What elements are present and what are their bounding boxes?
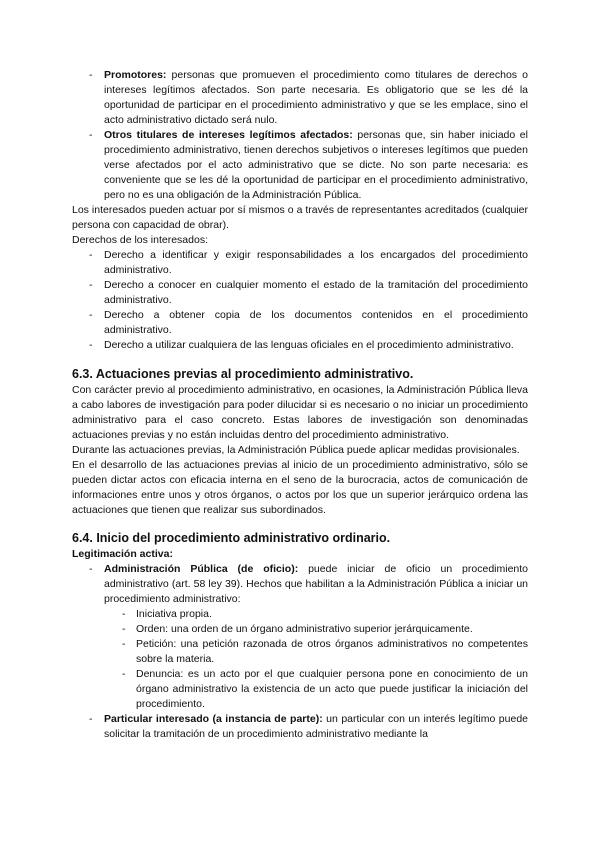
list-text: personas que promueven el procedimiento como titulares de derechos o intereses legítimos afectados. Son parte necesaria. Es obligatorio que se les dé la oportunidad de participar en el procedimiento administrativo y que se les emplace, sino el acto administrativo dictado será nulo. — [104, 69, 528, 126]
bullet-dash: - — [122, 608, 126, 620]
bullet-dash: - — [122, 638, 126, 650]
section-heading-6-4: 6.4. Inicio del procedimiento administrativo ordinario. — [72, 531, 391, 545]
list-term: Promotores: — [104, 69, 167, 81]
bullet-dash: - — [89, 129, 93, 141]
list-text: un particular con un interés legítimo puede solicitar la tramitación de un procedimiento administrativo mediante la — [104, 713, 528, 740]
list-term: Otros titulares de intereses legítimos afectados: — [104, 129, 353, 141]
sub-list-item — [104, 607, 528, 622]
bullet-dash: - — [89, 69, 93, 81]
bullet-dash: - — [122, 623, 126, 635]
list-item — [72, 308, 528, 338]
paragraph: En el desarrollo de las actuaciones previas al inicio de un procedimiento administrativo, sólo se pueden dictar actos con eficacia interna en el seno de la burocracia, actos de comunicación de informaciones entre unos y otros órganos, o actos por los que un superior jerárquico ordena las actuaciones que tienen que realizar sus subordinados. — [72, 459, 528, 516]
paragraph: Con carácter previo al procedimiento administrativo, en ocasiones, la Administración Pública lleva a cabo labores de investigación para poder dilucidar si es necesario o no iniciar un procedimiento administrativo para el caso concreto. Estas labores de investigación son denominadas actuaciones previas y no están incluidas dentro del procedimiento administrativo. — [72, 384, 528, 441]
list-item — [72, 68, 528, 128]
list-item — [72, 338, 528, 353]
list-term: Particular interesado (a instancia de parte): — [104, 713, 323, 725]
list-item — [72, 248, 528, 278]
bullet-dash: - — [89, 713, 93, 725]
paragraph: Durante las actuaciones previas, la Administración Pública puede aplicar medidas provisionales. — [72, 444, 520, 456]
list-text: Orden: una orden de un órgano administrativo superior jerárquicamente. — [136, 623, 473, 635]
list-term: Administración Pública (de oficio): — [104, 563, 299, 575]
list-text: Petición: una petición razonada de otros órganos administrativos no competentes sobre la materia. — [136, 638, 528, 665]
bullet-dash: - — [89, 339, 93, 351]
list-text: Derecho a identificar y exigir responsabilidades a los encargados del procedimiento administrativo. — [104, 249, 528, 276]
document-page — [72, 68, 528, 742]
list-text: personas que, sin haber iniciado el procedimiento administrativo, tienen derechos subjetivos o intereses legítimos que pueden verse afectados por el acto administrativo que se dicte. No son parte necesaria: es conveniente que se les dé la oportunidad de participar en el procedimiento administrativo, pero no es una obligación de la Administración Pública. — [104, 129, 528, 201]
section-heading-6-3: 6.3. Actuaciones previas al procedimiento administrativo. — [72, 367, 414, 381]
sub-list-item — [104, 667, 528, 712]
bullet-dash: - — [89, 249, 93, 261]
list-item — [72, 712, 528, 742]
list-text: Derecho a conocer en cualquier momento el estado de la tramitación del procedimiento administrativo. — [104, 279, 528, 306]
sub-list-item — [104, 622, 528, 637]
list-text: puede iniciar de oficio un procedimiento administrativo (art. 58 ley 39). Hechos que habilitan a la Administración Pública a iniciar un procedimiento administrativo: — [104, 563, 529, 605]
list-text: Derecho a utilizar cualquiera de las lenguas oficiales en el procedimiento administrativo. — [104, 339, 514, 351]
representantes-paragraph: Los interesados pueden actuar por sí mismos o a través de representantes acreditados (cualquier persona con capacidad de obrar). — [72, 204, 528, 231]
list-item — [72, 128, 528, 203]
list-item — [72, 562, 528, 607]
list-item — [72, 278, 528, 308]
list-text: Denuncia: es un acto por el que cualquier persona pone en conocimiento de un órgano administrativo la existencia de un acto que puede justificar la iniciación del procedimiento. — [136, 668, 528, 710]
subheading: Legitimación activa: — [72, 548, 173, 560]
derechos-title: Derechos de los interesados: — [72, 234, 208, 246]
list-text: Derecho a obtener copia de los documentos contenidos en el procedimiento administrativo. — [104, 309, 528, 336]
list-text: Iniciativa propia. — [136, 608, 212, 620]
bullet-dash: - — [122, 668, 126, 680]
bullet-dash: - — [89, 279, 93, 291]
sub-list-item — [104, 637, 528, 667]
bullet-dash: - — [89, 309, 93, 321]
bullet-dash: - — [89, 563, 93, 575]
